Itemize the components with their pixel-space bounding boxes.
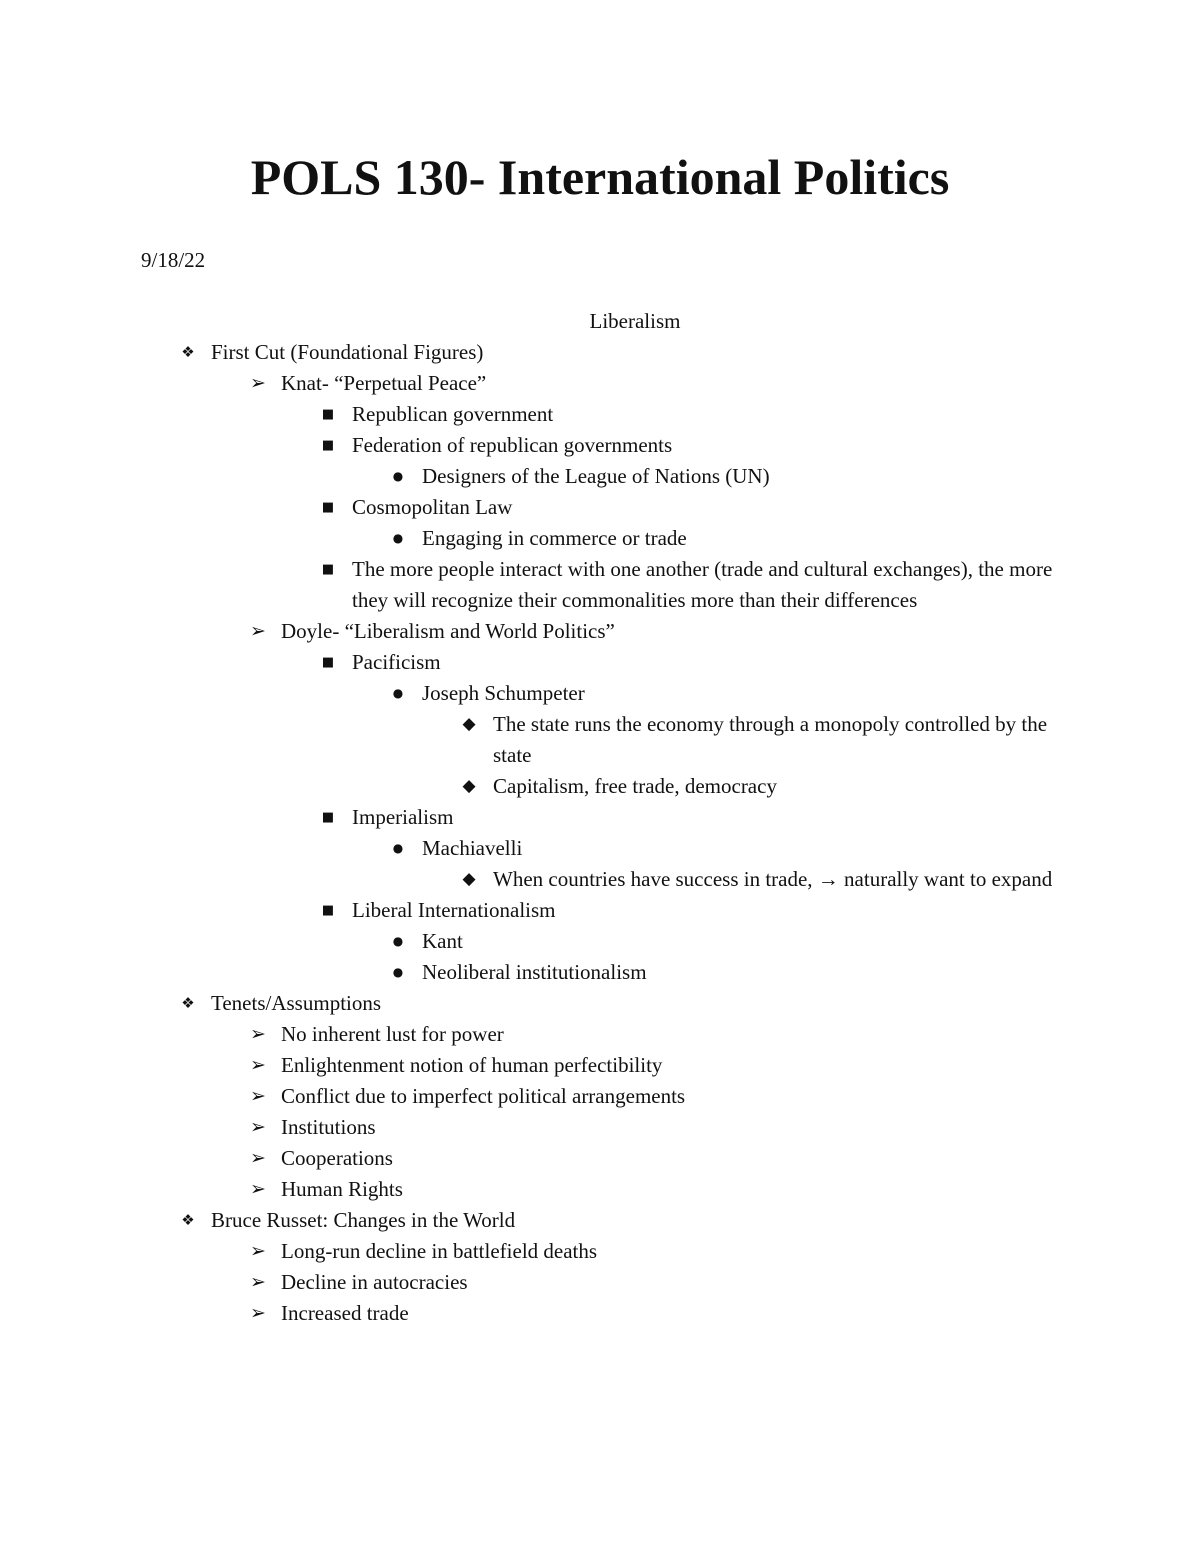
outline-item-text: Imperialism xyxy=(352,805,454,829)
outline-item-level-2 xyxy=(0,1143,1200,1174)
arrowhead-icon: ➢ xyxy=(250,1085,266,1107)
outline-item-text: Conflict due to imperfect political arrangements xyxy=(281,1084,686,1108)
arrowhead-icon: ➢ xyxy=(250,1302,266,1324)
outline-item-level-4 xyxy=(0,833,1200,864)
outline-item-level-4 xyxy=(0,926,1200,957)
outline-item-level-3 xyxy=(0,647,1200,678)
outline-item-level-2 xyxy=(0,616,1200,647)
outline-item-text: Designers of the League of Nations (UN) xyxy=(422,464,770,488)
outline-item-level-3 xyxy=(0,554,1200,616)
diamond-cross-icon: ❖ xyxy=(181,994,195,1012)
outline-item-level-5 xyxy=(0,771,1200,802)
outline-item-level-5 xyxy=(0,709,1200,771)
diamond-cross-icon: ❖ xyxy=(181,343,195,361)
diamond-bullet-icon: ◆ xyxy=(462,776,476,796)
outline-item-level-2 xyxy=(0,1112,1200,1143)
outline-item-text: The state runs the economy through a monopoly controlled by the state xyxy=(493,712,1048,767)
dot-bullet-icon: ● xyxy=(392,934,404,948)
outline-item-text: Neoliberal institutionalism xyxy=(422,960,647,984)
outline-item-text: Pacificism xyxy=(352,650,441,674)
outline-item-level-2 xyxy=(0,1236,1200,1267)
outline-item-text: Liberal Internationalism xyxy=(352,898,556,922)
square-bullet-icon: ■ xyxy=(321,655,335,670)
section-heading: Liberalism xyxy=(589,309,681,333)
outline-item-text: Increased trade xyxy=(281,1301,409,1325)
diamond-bullet-icon: ◆ xyxy=(462,714,476,734)
outline-item-text: When countries have success in trade, → naturally want to expand xyxy=(493,867,1053,891)
outline-item-level-3 xyxy=(0,492,1200,523)
outline-item-text: Human Rights xyxy=(281,1177,403,1201)
outline-item-level-2 xyxy=(0,1174,1200,1205)
arrowhead-icon: ➢ xyxy=(250,372,266,394)
outline-item-text: Cooperations xyxy=(281,1146,393,1170)
arrowhead-icon: ➢ xyxy=(250,1178,266,1200)
outline-list xyxy=(0,337,1200,1329)
outline-item-text: Knat- “Perpetual Peace” xyxy=(281,371,487,395)
outline-item-text: Federation of republican governments xyxy=(352,433,673,457)
outline-item-level-4 xyxy=(0,957,1200,988)
diamond-bullet-icon: ◆ xyxy=(462,869,476,889)
outline-item-level-2 xyxy=(0,1050,1200,1081)
dot-bullet-icon: ● xyxy=(392,841,404,855)
outline-item-text: Kant xyxy=(422,929,463,953)
outline-item-text: Decline in autocracies xyxy=(281,1270,468,1294)
outline-item-level-3 xyxy=(0,399,1200,430)
outline-item-level-1 xyxy=(0,337,1200,368)
outline-item-level-4 xyxy=(0,678,1200,709)
outline-item-level-4 xyxy=(0,461,1200,492)
outline-item-text: Long-run decline in battlefield deaths xyxy=(281,1239,598,1263)
outline-item-text: No inherent lust for power xyxy=(281,1022,504,1046)
outline-item-text: Institutions xyxy=(281,1115,376,1139)
diamond-cross-icon: ❖ xyxy=(181,1211,195,1229)
outline-item-level-3 xyxy=(0,895,1200,926)
outline-item-text: Doyle- “Liberalism and World Politics” xyxy=(281,619,615,643)
outline-item-text: The more people interact with one another (trade and cultural exchanges), the more they will recognize their commonalities more than their differences xyxy=(352,557,1053,612)
arrowhead-icon: ➢ xyxy=(250,1147,266,1169)
outline-item-text: Enlightenment notion of human perfectibility xyxy=(281,1053,663,1077)
arrowhead-icon: ➢ xyxy=(250,1116,266,1138)
arrowhead-icon: ➢ xyxy=(250,1271,266,1293)
outline-item-level-5 xyxy=(0,864,1200,895)
outline-item-level-3 xyxy=(0,802,1200,833)
square-bullet-icon: ■ xyxy=(321,407,335,422)
outline-item-text: Republican government xyxy=(352,402,554,426)
square-bullet-icon: ■ xyxy=(321,562,335,577)
outline-item-level-2 xyxy=(0,368,1200,399)
outline-item-text: First Cut (Foundational Figures) xyxy=(211,340,484,364)
dot-bullet-icon: ● xyxy=(392,469,404,483)
dot-bullet-icon: ● xyxy=(392,965,404,979)
outline-item-level-4 xyxy=(0,523,1200,554)
square-bullet-icon: ■ xyxy=(321,500,335,515)
document-title: POLS 130- International Politics xyxy=(250,149,950,205)
outline-item-text: Capitalism, free trade, democracy xyxy=(493,774,777,798)
outline-item-level-2 xyxy=(0,1081,1200,1112)
outline-item-text: Joseph Schumpeter xyxy=(422,681,585,705)
outline-item-level-1 xyxy=(0,988,1200,1019)
arrowhead-icon: ➢ xyxy=(250,620,266,642)
outline-item-level-2 xyxy=(0,1298,1200,1329)
dot-bullet-icon: ● xyxy=(392,686,404,700)
square-bullet-icon: ■ xyxy=(321,438,335,453)
square-bullet-icon: ■ xyxy=(321,903,335,918)
note-date: 9/18/22 xyxy=(141,248,206,272)
outline-item-text: Tenets/Assumptions xyxy=(211,991,382,1015)
square-bullet-icon: ■ xyxy=(321,810,335,825)
outline-item-level-2 xyxy=(0,1019,1200,1050)
outline-item-level-1 xyxy=(0,1205,1200,1236)
outline-item-level-2 xyxy=(0,1267,1200,1298)
outline-item-text: Bruce Russet: Changes in the World xyxy=(211,1208,516,1232)
outline-item-text: Engaging in commerce or trade xyxy=(422,526,687,550)
arrowhead-icon: ➢ xyxy=(250,1023,266,1045)
outline-item-text: Cosmopolitan Law xyxy=(352,495,513,519)
outline-item-level-3 xyxy=(0,430,1200,461)
outline-item-text: Machiavelli xyxy=(422,836,523,860)
arrowhead-icon: ➢ xyxy=(250,1054,266,1076)
arrowhead-icon: ➢ xyxy=(250,1240,266,1262)
dot-bullet-icon: ● xyxy=(392,531,404,545)
